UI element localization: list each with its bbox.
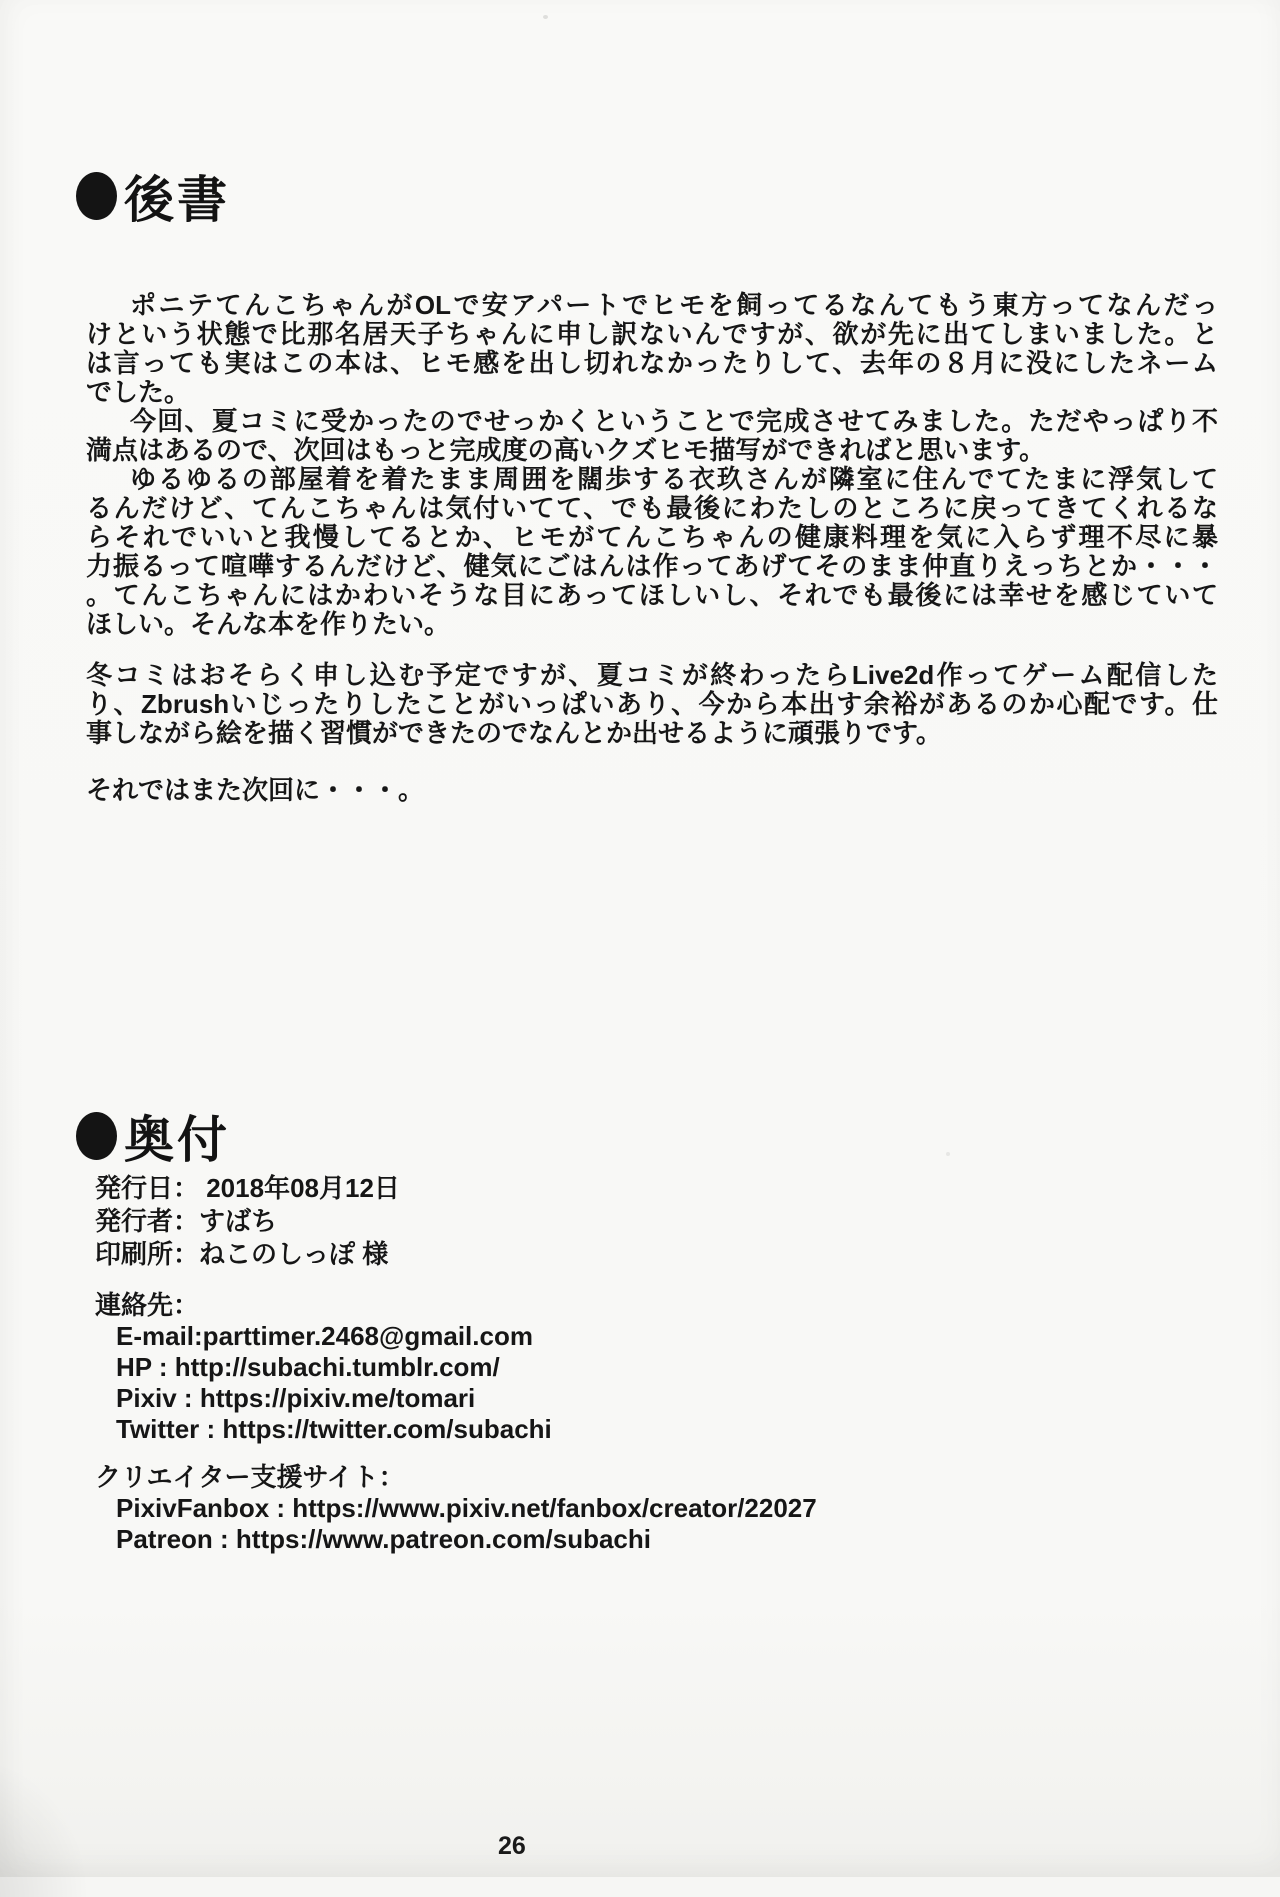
contact-email-line: E-mail:parttimer.2468@gmail.com xyxy=(116,1321,533,1351)
section-bullet-icon xyxy=(76,172,117,220)
afterword-line: ほしい。そんな本を作りたい。 xyxy=(86,609,451,639)
afterword-heading-text: 後書 xyxy=(124,172,230,228)
afterword-body xyxy=(86,291,1218,805)
publication-info xyxy=(95,1172,817,1271)
afterword-line: は言っても実はこの本は、ヒモ感を出し切れなかったりして、去年の８月に没にしたネーム xyxy=(86,348,1218,378)
afterword-line: 事しながら絵を描く習慣ができたのでなんとか出せるように頑張りです。 xyxy=(86,718,942,748)
contact-items xyxy=(95,1321,817,1445)
afterword-line: 満点はあるので、次回はもっと完成度の高いクズヒモ描写ができればと思います。 xyxy=(86,435,1046,465)
support-title: クリエイター支援サイト： xyxy=(95,1462,405,1492)
afterword-line: 。てんこちゃんにはかわいそうな目にあってほしいし、それでも最後には幸せを感じていて xyxy=(86,580,1218,610)
scan-speck xyxy=(1035,694,1039,697)
support-items xyxy=(95,1493,817,1555)
afterword-closing-line: それではまた次回に・・・。 xyxy=(86,775,425,805)
afterword-line: けという状態で比那名居天子ちゃんに申し訳ないんですが、欲が先に出てしまいました。と xyxy=(86,319,1218,349)
printer-line: 印刷所：ねこのしっぽ 様 xyxy=(95,1239,389,1269)
afterword-line: 今回、夏コミに受かったのでせっかくということで完成させてみました。ただやっぱり不 xyxy=(130,406,1218,436)
section-bullet-icon xyxy=(76,1112,117,1160)
scan-speck xyxy=(543,15,548,19)
contact-hp-line: HP : http://subachi.tumblr.com/ xyxy=(116,1352,500,1382)
afterword-line: 冬コミはおそらく申し込む予定ですが、夏コミが終わったらLive2d作ってゲーム配信した xyxy=(86,660,1218,690)
afterword-line: ポニテてんこちゃんがOLで安アパートでヒモを飼ってるなんてもう東方ってなんだっ xyxy=(130,290,1218,320)
contact-pixiv-line: Pixiv : https://pixiv.me/tomari xyxy=(116,1383,476,1413)
colophon-heading-text: 奥付 xyxy=(124,1112,230,1168)
afterword-line: り、Zbrushいじったりしたことがいっぱいあり、今から本出す余裕があるのか心配です。仕 xyxy=(86,689,1218,719)
afterword-line: らそれでいいと我慢してるとか、ヒモがてんこちゃんの健康料理を気に入らず理不尽に暴 xyxy=(86,522,1218,552)
scan-speck xyxy=(946,1152,950,1156)
contact-title: 連絡先： xyxy=(95,1290,200,1320)
page-number: 26 xyxy=(498,1832,526,1860)
contact-block xyxy=(95,1290,817,1445)
support-patreon-line: Patreon : https://www.patreon.com/subachi xyxy=(116,1524,651,1554)
support-pixivfanbox-line: PixivFanbox : https://www.pixiv.net/fanbox/creator/22027 xyxy=(116,1493,817,1523)
support-block xyxy=(95,1462,817,1555)
afterword-line: るんだけど、てんこちゃんは気付いてて、でも最後にわたしのところに戻ってきてくれるな xyxy=(86,493,1218,523)
publisher-line: 発行者：すばち xyxy=(95,1206,278,1236)
afterword-line: ゆるゆるの部屋着を着たまま周囲を闊歩する衣玖さんが隣室に住んでてたまに浮気して xyxy=(130,464,1218,494)
afterword-heading xyxy=(76,160,230,232)
contact-twitter-line: Twitter : https://twitter.com/subachi xyxy=(116,1414,552,1444)
colophon-heading xyxy=(76,1100,230,1172)
scan-corner-smudge xyxy=(0,1757,90,1897)
publication-date-line: 発行日： 2018年08月12日 xyxy=(95,1173,400,1203)
colophon-body xyxy=(95,1172,817,1555)
afterword-line: 力振るって喧嘩するんだけど、健気にごはんは作ってあげてそのまま仲直りえっちとか・・・ xyxy=(86,551,1218,581)
afterword-line: でした。 xyxy=(86,377,191,407)
